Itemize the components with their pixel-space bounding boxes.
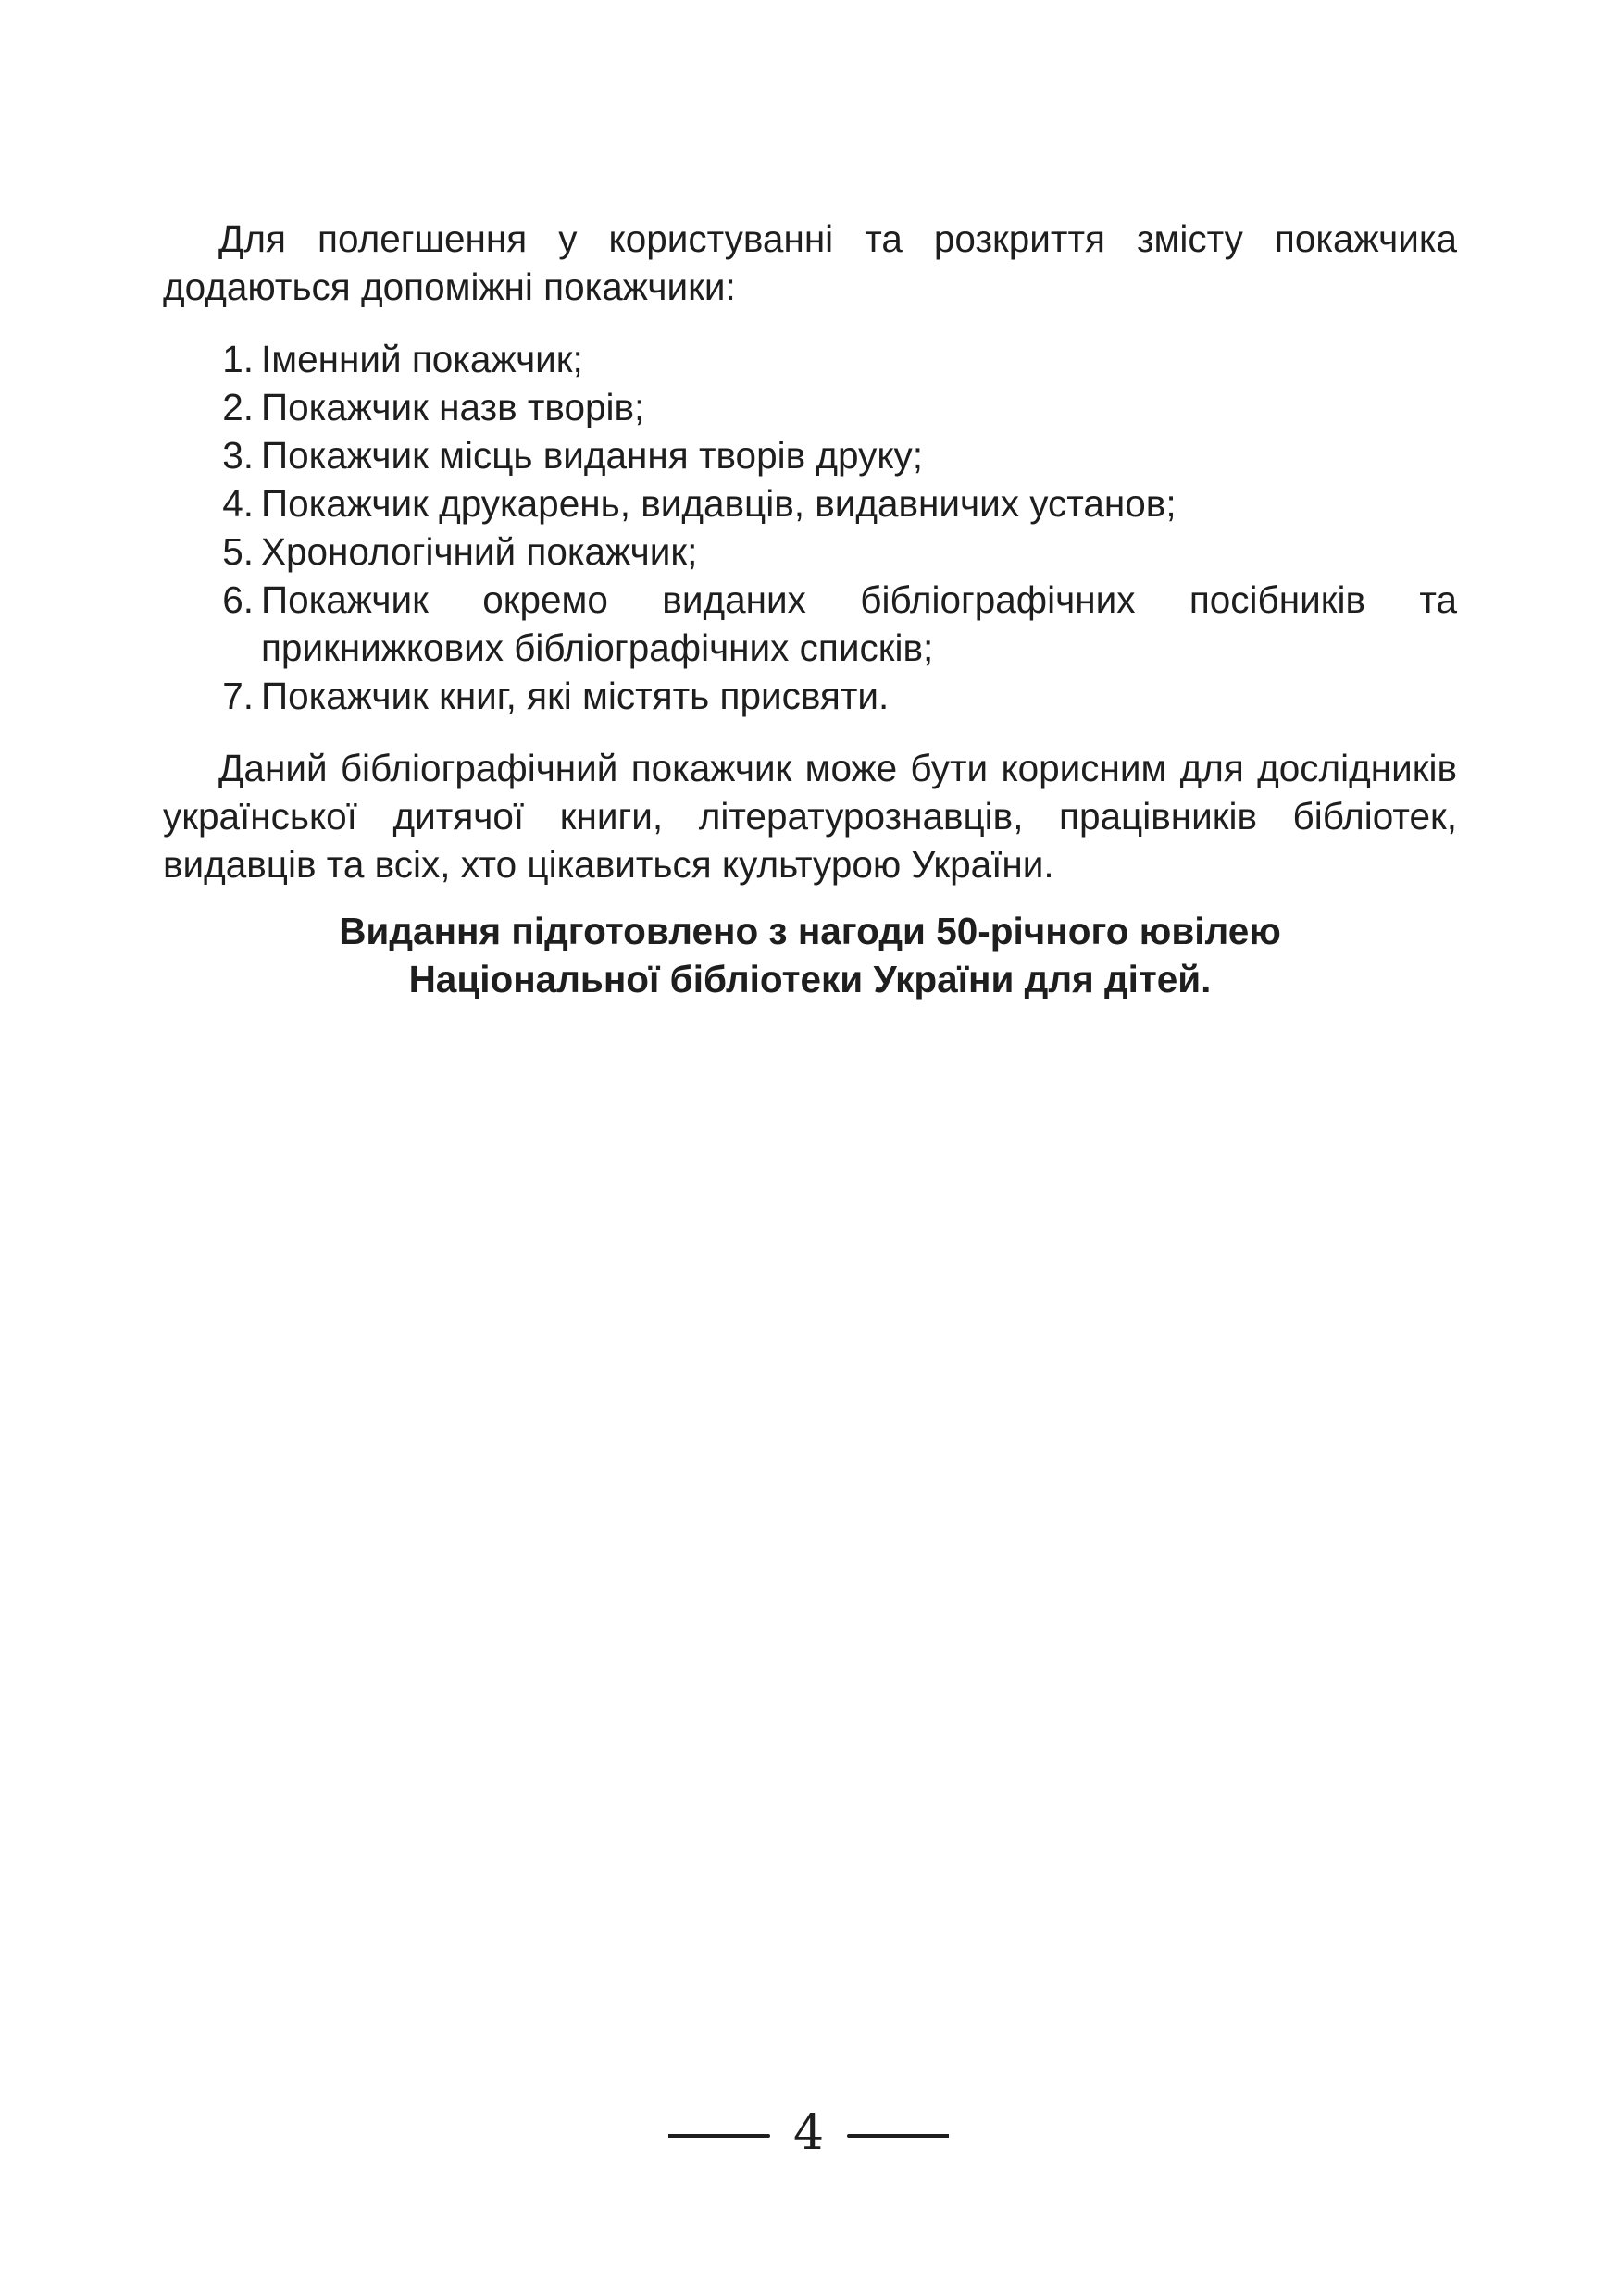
footer-rule-right [847,2134,949,2138]
list-item-text: Покажчик місць видання творів друку; [261,434,923,477]
list-item [163,672,1457,720]
list-item-number: 6. [222,578,254,621]
list-item-number: 5. [222,530,254,573]
list-item-number: 2. [222,386,254,428]
intro-paragraph: Для полегшення у користуванні та розкриття змісту покажчика додаються допоміжні покажчики: [163,217,1457,308]
list-item-number: 4. [222,482,254,525]
list-item [163,431,1457,479]
list-item-text: Іменний покажчик; [261,338,583,380]
list-item-text: Покажчик окремо виданих бібліографічних посібників та прикнижкових бібліографічних списків; [261,578,1457,669]
list-item-text: Хронологічний покажчик; [261,530,698,573]
publication-note-line: Видання підготовлено з нагоди 50-річного ювілею [339,910,1281,952]
list-item-number: 3. [222,434,254,477]
page-number: 4 [792,2105,825,2161]
list-item-number: 1. [222,338,254,380]
list-item [163,335,1457,383]
list-item-text: Покажчик друкарень, видавців, видавничих установ; [261,482,1177,525]
page-footer [0,2103,1619,2167]
list-item [163,383,1457,431]
footer-rule-left [668,2134,770,2138]
list-item-number: 7. [222,675,254,717]
list-item [163,527,1457,576]
list-item [163,576,1457,672]
publication-note-line: Національної бібліотеки України для дітей. [408,958,1212,1000]
list-item-text: Покажчик назв творів; [261,386,645,428]
publication-note [163,907,1457,1003]
list-item [163,479,1457,527]
closing-paragraph: Даний бібліографічний покажчик може бути корисним для дослідників української дитячої книги, літературознавців, працівників бібліотек, видавців та всіх, хто цікавиться культурою України. [163,747,1457,886]
auxiliary-indexes-list [163,335,1457,720]
list-item-text: Покажчик книг, які містять присвяти. [261,675,890,717]
document-body [163,215,1457,888]
